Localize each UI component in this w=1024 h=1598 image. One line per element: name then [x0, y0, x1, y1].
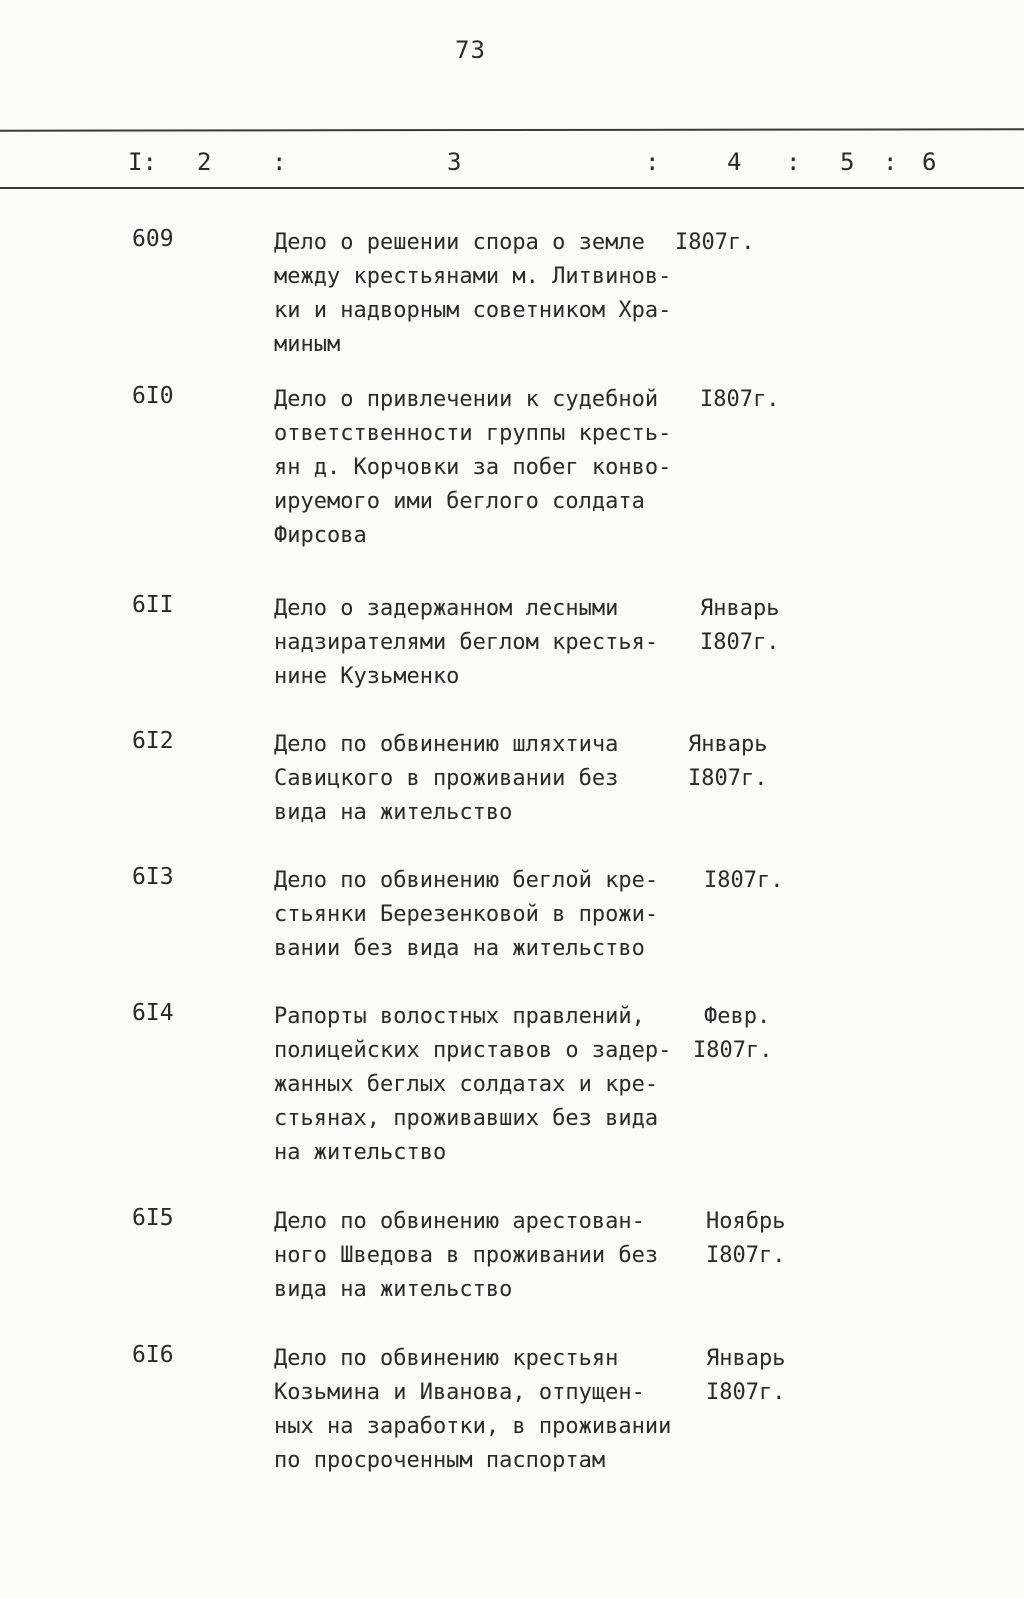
entry-date: [700, 592, 779, 660]
entry-description: [274, 864, 658, 966]
description-line: ки и надворным советником Хра-: [274, 298, 672, 323]
date-line: Январь: [700, 596, 780, 621]
date-line: I807г.: [706, 1243, 786, 1268]
description-line: Фирсова: [274, 523, 367, 548]
description-line: Савицкого в проживании без: [274, 766, 619, 791]
entry-number: 6I6: [132, 1342, 174, 1368]
date-line: I807г.: [688, 766, 768, 791]
description-line: на жительство: [274, 1140, 447, 1165]
description-line: Рапорты волостных правлений,: [274, 1004, 645, 1029]
date-line: Январь: [706, 1346, 786, 1371]
description-line: ответственности группы кресть-: [274, 421, 672, 446]
description-line: между крестьянами м. Литвинов-: [274, 264, 672, 289]
entry-number: 6I5: [132, 1205, 174, 1231]
description-line: ного Шведова в проживании без: [274, 1243, 659, 1268]
description-line: по просроченным паспортам: [274, 1448, 606, 1473]
entry-date: [675, 226, 754, 260]
date-line: I807г.: [704, 868, 784, 893]
entry-number: 6I0: [132, 383, 174, 409]
entry-number: 6I3: [132, 864, 174, 890]
description-line: ян д. Корчовки за побег конво-: [274, 455, 672, 480]
date-line: I807г.: [706, 1380, 786, 1405]
column-header-2: 2: [197, 148, 212, 176]
entry-description: [274, 1000, 671, 1170]
column-separator: :: [272, 148, 287, 176]
entry-date: [706, 1342, 785, 1410]
header-rule-top: [0, 128, 1024, 131]
entry-description: [274, 592, 658, 694]
date-line: I807г.: [675, 230, 755, 255]
entry-description: [274, 226, 671, 362]
date-line: I807г.: [700, 630, 780, 655]
description-line: Дело по обвинению беглой кре-: [274, 868, 659, 893]
description-line: вании без вида на жительство: [274, 936, 645, 961]
date-line: Январь: [688, 732, 768, 757]
entry-description: [274, 383, 671, 553]
column-header-1: I:: [128, 148, 157, 176]
entry-number: 6II: [132, 592, 174, 618]
description-line: жанных беглых солдатах и кре-: [274, 1072, 659, 1097]
column-header-5: 5: [840, 148, 855, 176]
entry-date: [704, 864, 783, 898]
description-line: Козьмина и Иванова, отпущен-: [274, 1380, 645, 1405]
description-line: стьянах, проживавших без вида: [274, 1106, 659, 1131]
date-line: I807г.: [700, 387, 780, 412]
description-line: Дело о задержанном лесными: [274, 596, 619, 621]
date-line: Ноябрь: [706, 1209, 786, 1234]
description-line: Дело о привлечении к судебной: [274, 387, 659, 412]
entry-number: 6I4: [132, 1000, 174, 1026]
entry-date: [700, 383, 779, 417]
description-line: Дело о решении спора о земле: [274, 230, 645, 255]
date-line: Февр.: [704, 1004, 771, 1029]
entry-date: [688, 728, 767, 796]
description-line: полицейских приставов о задер-: [274, 1038, 672, 1063]
description-line: стьянки Березенковой в прожи-: [274, 902, 659, 927]
entry-description: [274, 1205, 658, 1307]
description-line: миным: [274, 332, 341, 357]
column-separator: :: [645, 148, 660, 176]
column-header-3: 3: [447, 148, 462, 176]
header-rule-bottom: [0, 187, 1024, 189]
column-header-4: 4: [727, 148, 742, 176]
description-line: ных на заработки, в проживании: [274, 1414, 672, 1439]
entry-date: [693, 1000, 773, 1068]
description-line: вида на жительство: [274, 800, 513, 825]
entry-description: [274, 1342, 671, 1478]
entry-number: 609: [132, 226, 174, 252]
entry-description: [274, 728, 618, 830]
description-line: нине Кузьменко: [274, 664, 460, 689]
entry-date: [706, 1205, 785, 1273]
description-line: Дело по обвинению шляхтича: [274, 732, 619, 757]
column-separator: :: [786, 148, 801, 176]
description-line: надзирателями беглом крестья-: [274, 630, 659, 655]
description-line: ируемого ими беглого солдата: [274, 489, 645, 514]
description-line: Дело по обвинению арестован-: [274, 1209, 645, 1234]
column-separator: :: [883, 148, 898, 176]
entry-number: 6I2: [132, 728, 174, 754]
description-line: вида на жительство: [274, 1277, 513, 1302]
page-number: 73: [455, 36, 486, 64]
description-line: Дело по обвинению крестьян: [274, 1346, 619, 1371]
column-header-6: 6: [922, 148, 937, 176]
date-line: I807г.: [693, 1038, 773, 1063]
